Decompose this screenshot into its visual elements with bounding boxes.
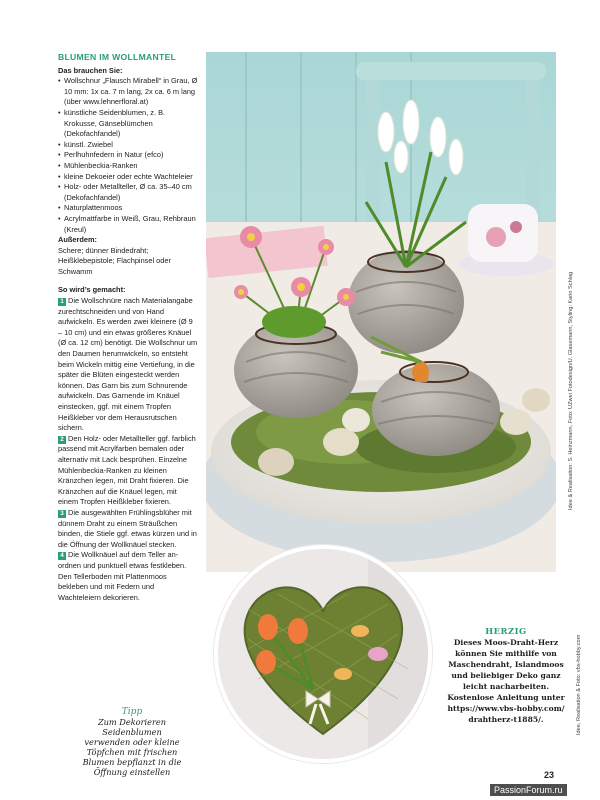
step-text: Den Holz- oder Metallteller ggf. farblich passend mit Acrylfarben bemalen oder alternativ mit Lack besprühen. Einzelne Mühlenbeckia-Ranken zu kleinen Kränzchen legen, mit Draht fixieren. Die Kränzchen auf die Knäuel legen, mit einem Tropfen Heißkleber fixieren.	[58, 433, 196, 507]
tip-line: Seidenblumen	[102, 727, 162, 737]
extras-heading: Außerdem:	[58, 235, 98, 245]
step-text: Die Wollschnüre nach Materialangabe zurechtschneiden und von Hand aufwickeln. Es werden zwei kleinere (Ø 9 – 10 cm) und ein etwas größeres Knäuel (Ø ca. 12 cm) benötigt. Die Wollschnur um den Daumen herumwickeln, so entsteht beim Wickeln mittig eine Vertiefung, in die später die Blüten eingesteckt werden können. Das Garn bis zum Schnurende aufwickeln. Das Garnende im Knäuel einstecken, ggf. mit einem Tropfen Heißkleber vor dem Herausrutschen sichern.	[58, 296, 198, 433]
material-item: • Wollschnur „Flausch Mirabell“ in Grau, Ø 10 mm: 1x ca. 7 m lang, 2x ca. 6 m lang (über www.lehnerfloral.at)	[58, 76, 198, 108]
instructions-column	[58, 52, 198, 603]
heart-photo	[214, 545, 432, 763]
step-3	[58, 508, 198, 550]
material-item: • Acrylmattfarbe in Weiß, Grau, Rehbraun (Kreul)	[58, 214, 198, 235]
tip-line: Töpfchen mit frischen	[86, 747, 178, 757]
step-number-badge: 4	[58, 552, 66, 560]
step-text: Die ausgewählten Frühlingsblüher mit dünnem Draht zu einem Sträußchen binden, die Stiele ggf. etwas kürzen und in die Öffnung der Wollknäuel stecken.	[58, 507, 197, 549]
step-text: Die Wollknäuel auf dem Teller anordnen und punktuell etwas festkleben. Den Tellerboden mit Plattenmoos bekleben und mit Federn und Wachteleiern dekorieren.	[58, 550, 187, 602]
material-item: • Mühlenbeckia-Ranken	[58, 161, 198, 172]
photo-credit-secondary: Idee, Realisation & Foto: vbs-hobby.com	[576, 634, 582, 735]
watermark: PassionForum.ru	[490, 784, 567, 796]
heart-caption-line: und beliebiger Deko ganz	[451, 671, 561, 680]
step-number-badge: 3	[58, 510, 66, 518]
step-2	[58, 434, 198, 508]
material-item: • Holz- oder Metallteller, Ø ca. 35–40 cm (Dekofachfandel)	[58, 182, 198, 203]
step-number-badge: 1	[58, 298, 66, 306]
tip-line: verwenden oder kleine	[84, 737, 180, 747]
heart-caption-line: Dieses Moos-Draht-Herz	[453, 638, 559, 647]
main-photo-illustration	[206, 52, 556, 572]
photo-credit-main: Idee & Realisation: S. Heinzmann, Foto: UZwei Fotodesign/U. Glasemann, Styling: Karin Schlag	[568, 271, 574, 510]
material-item: • künstl. Zwiebel	[58, 140, 198, 151]
materials-list	[58, 76, 198, 235]
step-number-badge: 2	[58, 436, 66, 444]
article-heading: BLUMEN IM WOLLMANTEL	[58, 52, 177, 62]
extras-text: Schere; dünner Bindedraht; Heißklebepistole; Flachpinsel oder Schwamm	[58, 245, 171, 276]
material-item: • Perlhuhnfedern in Natur (efco)	[58, 150, 198, 161]
material-item: • künstliche Seidenblumen, z. B. Krokusse, Gänseblümchen (Dekofachfandel)	[58, 108, 198, 140]
heart-caption-line: Maschendraht, Islandmoos	[448, 660, 564, 669]
step-4	[58, 550, 198, 603]
heart-caption-line: leicht nacharbeiten.	[463, 682, 549, 691]
tip-line: Blumen bepflanzt in die	[82, 757, 182, 767]
materials-heading: Das brauchen Sie:	[58, 65, 123, 75]
heart-caption-link-end[interactable]: drahtherz-t1885/.	[468, 715, 544, 724]
step-1	[58, 296, 198, 434]
tip-line: Öffnung einstellen	[93, 767, 171, 777]
tip-title: Tipp	[121, 707, 143, 717]
heart-photo-illustration	[218, 549, 428, 759]
tip-line: Zum Dekorieren	[97, 717, 167, 727]
heart-caption-line: können Sie mithilfe von	[455, 649, 557, 658]
material-item: • kleine Dekoeier oder echte Wachteleier	[58, 172, 198, 183]
heart-caption-line: Kostenlose Anleitung unter	[447, 693, 565, 702]
heart-caption-link[interactable]: https://www.vbs-hobby.com/	[447, 704, 565, 713]
heart-caption	[436, 626, 576, 725]
tip-box	[78, 707, 186, 777]
main-photo-wool-flower-arrangement	[206, 52, 556, 572]
material-item: • Naturplattenmoos	[58, 203, 198, 214]
page-number: 23	[544, 770, 555, 780]
heart-caption-title: HERZIG	[485, 626, 527, 636]
howto-heading: So wird’s gemacht:	[58, 285, 126, 295]
